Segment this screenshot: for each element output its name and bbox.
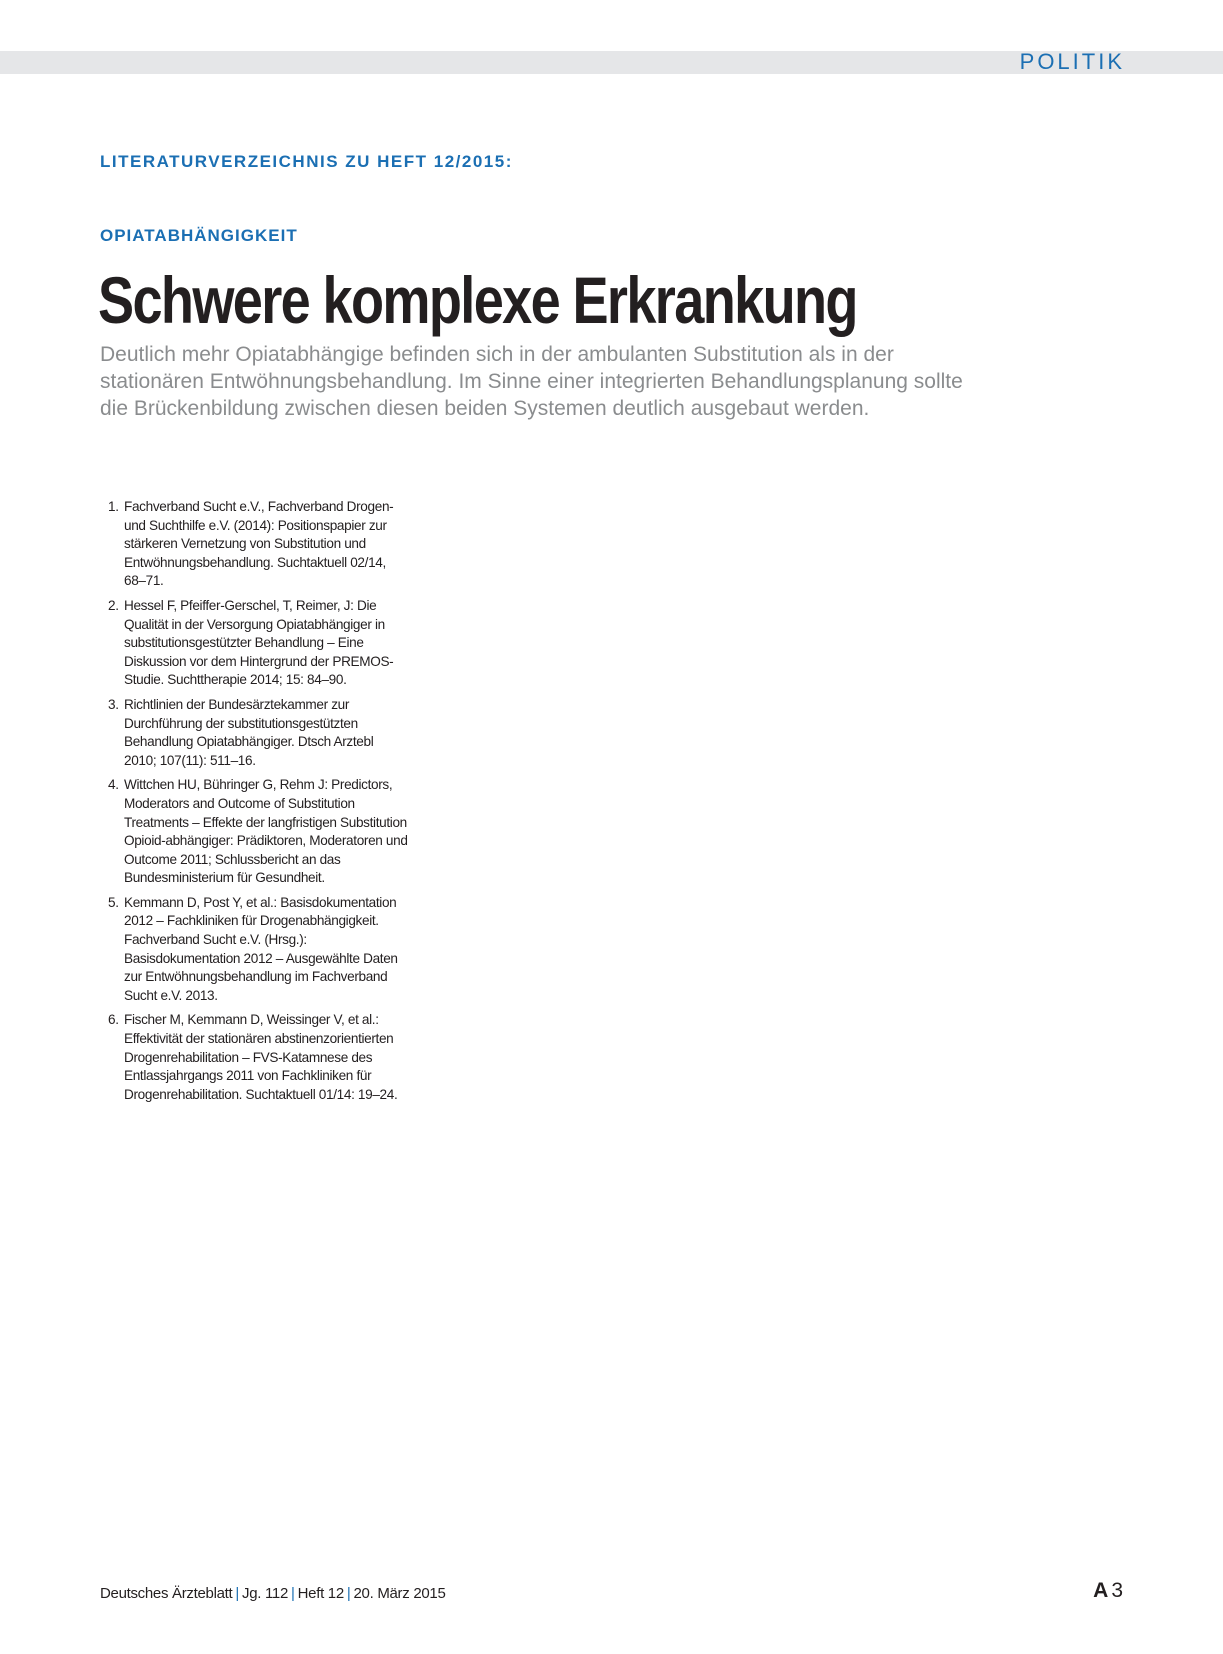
reference-number: 5.	[108, 894, 119, 910]
reference-item	[108, 597, 409, 690]
page-digit: 3	[1111, 1579, 1123, 1602]
reference-number: 4.	[108, 777, 119, 793]
footer-citation	[100, 1585, 446, 1602]
footer-volume: Jg. 112	[242, 1585, 289, 1602]
reference-number: 6.	[108, 1012, 119, 1028]
footer-journal: Deutsches Ärzteblatt	[100, 1585, 233, 1602]
article-lead: Deutlich mehr Opiatabhängige befinden sich in der ambulanten Substitution als in der stationären Entwöhnungsbehandlung. Im Sinne einer integrierten Behandlungsplanung sollte die Brückenbildung zwischen diesen beiden Systemen deutlich ausgebaut werden.	[100, 343, 963, 420]
footer-separator: |	[235, 1585, 240, 1602]
reference-text: Fischer M, Kemmann D, Weissinger V, et al.: Effektivität der stationären abstinenzorientierten Drogenrehabilitation – FVS-Katamnese des Entlassjahrgangs 2011 von Fachkliniken für Drogenrehabilitation. Suchtaktuell 01/14: 19–24.	[124, 1012, 398, 1102]
reference-item	[108, 776, 409, 888]
literature-heading: LITERATURVERZEICHNIS ZU HEFT 12/2015:	[100, 152, 513, 171]
reference-number: 3.	[108, 696, 119, 712]
page-letter: A	[1093, 1579, 1109, 1602]
page-number	[1093, 1579, 1123, 1603]
reference-item	[108, 696, 409, 770]
footer-separator: |	[346, 1585, 351, 1602]
reference-number: 1.	[108, 499, 119, 514]
reference-list	[100, 498, 409, 1110]
reference-text: Richtlinien der Bundesärztekammer zur Durchführung der substitutionsgestützten Behandlung Opiatabhängiger. Dtsch Arztebl 2010; 107(11): 511–16.	[124, 696, 374, 768]
reference-text: Fachverband Sucht e.V., Fachverband Drogen- und Suchthilfe e.V. (2014): Positionspapier zur stärkeren Vernetzung von Substitution und Entwöhnungsbehandlung. Suchtaktuell 02/14, 68–71.	[124, 499, 394, 589]
section-label: POLITIK	[1019, 49, 1125, 74]
footer-issue: Heft 12	[297, 1585, 344, 1602]
reference-item	[108, 1011, 409, 1104]
reference-item	[108, 498, 409, 591]
footer-separator: |	[291, 1585, 295, 1602]
reference-item	[108, 894, 409, 1006]
reference-number: 2.	[108, 597, 119, 613]
reference-text: Kemmann D, Post Y, et al.: Basisdokumentation 2012 – Fachkliniken für Drogenabhängigkeit. Fachverband Sucht e.V. (Hrsg.): Basisdokumentation 2012 – Ausgewählte Daten zur Entwöhnungsbehandlung im Fachverband Sucht e.V. 2013.	[124, 894, 398, 1003]
article-title: Schwere komplexe Erkrankung	[98, 263, 857, 337]
reference-text: Hessel F, Pfeiffer-Gerschel, T, Reimer, J: Die Qualität in der Versorgung Opiatabhängiger in substitutionsgestützter Behandlung – Eine Diskussion vor dem Hintergrund der PREMOS-Studie. Suchttherapie 2014; 15: 84–90.	[124, 597, 394, 688]
reference-text: Wittchen HU, Bühringer G, Rehm J: Predictors, Moderators and Outcome of Substitution Treatments – Effekte der langfristigen Substitution Opioid-abhängiger: Prädiktoren, Moderatoren und Outcome 2011; Schlussbericht an das Bundesministerium für Gesundheit.	[124, 777, 408, 886]
footer-date: 20. März 2015	[353, 1585, 446, 1602]
article-kicker: OPIATABHÄNGIGKEIT	[100, 226, 298, 245]
